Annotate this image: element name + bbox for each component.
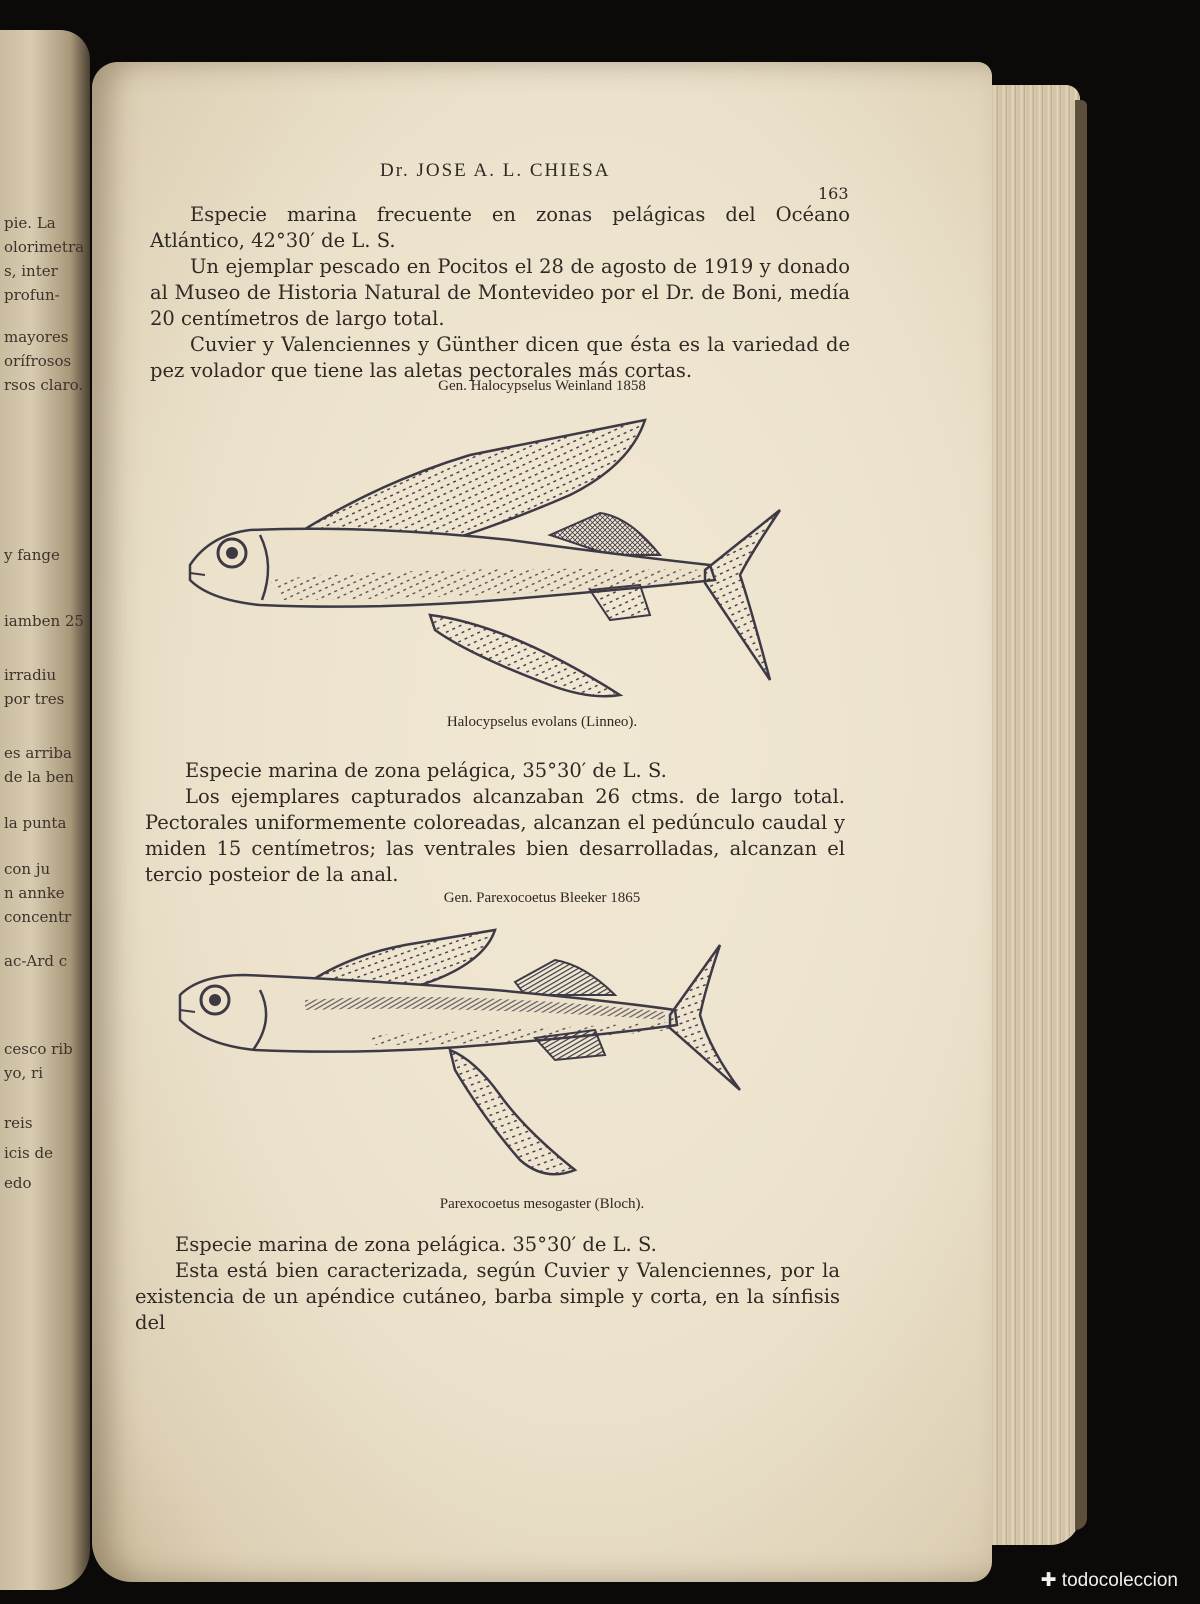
paragraph-text: Especie marina de zona pelágica. 35°30′ de L. S. [175, 1233, 657, 1256]
left-page-fragment: profun- [4, 286, 60, 304]
fish-pupil [209, 994, 221, 1006]
anal-fin [590, 585, 650, 620]
left-page-fragment: la punta [4, 814, 67, 832]
fish-pupil [226, 547, 238, 559]
left-page-fragment: y fange [4, 546, 60, 564]
text-block-2 [145, 758, 845, 888]
paragraph [150, 332, 850, 384]
left-page-fragment: olorimetra [4, 238, 84, 256]
left-page-fragment: concentr [4, 908, 72, 926]
left-page-fragment: de la ben [4, 768, 74, 786]
running-head: Dr. JOSE A. L. CHIESA [380, 160, 611, 181]
left-facing-page [0, 30, 90, 1590]
left-page-fragment: reis [4, 1114, 33, 1132]
left-page-fragment: cesco rib [4, 1040, 73, 1058]
paragraph [150, 254, 850, 332]
tail-fin [670, 945, 740, 1090]
figure-caption-parexocoetus: Parexocoetus mesogaster (Bloch). [439, 1196, 645, 1212]
left-page-fragment: rsos claro. [4, 376, 84, 394]
left-page-fragment: pie. La [4, 214, 56, 232]
watermark-todocoleccion: ✚ todocoleccion [1040, 1570, 1178, 1591]
text-block-1 [150, 202, 850, 384]
paragraph-text: Especie marina frecuente en zonas pelágicas del Océano Atlántico, 42°30′ de L. S. [150, 203, 850, 252]
text-block-3 [135, 1232, 840, 1336]
left-page-fragment: mayores [4, 328, 69, 346]
paragraph [145, 758, 845, 784]
left-page-fragment: n annke [4, 884, 65, 902]
halocypselus-evolans-illustration [170, 405, 810, 715]
left-page-fragment: yo, ri [4, 1064, 44, 1082]
genus-heading-halocypselus: Gen. Halocypselus Weinland 1858 [438, 378, 646, 394]
left-page-fragment: irradiu [4, 666, 57, 684]
paragraph-text: Los ejemplares capturados alcanzaban 26 ctms. de largo total. Pectorales uniformemente coloreadas, alcanzan el pedúnculo caudal y miden 15 centímetros; las ventrales bien desarrolladas, alcanzan el tercio posteior de la anal. [145, 785, 845, 886]
left-page-fragment: es arriba [4, 744, 72, 762]
page-number: 163 [818, 184, 849, 203]
ventral-fin [450, 1050, 575, 1174]
genus-heading-parexocoetus: Gen. Parexocoetus Bleeker 1865 [443, 890, 641, 906]
page-edges-shadow [1075, 100, 1087, 1530]
parexocoetus-mesogaster-illustration [165, 920, 765, 1185]
left-page-fragment: s, inter [4, 262, 58, 280]
left-page-fragment: edo [4, 1174, 32, 1192]
left-page-fragment: icis de [4, 1144, 53, 1162]
paragraph-text: Cuvier y Valenciennes y Günther dicen que ésta es la variedad de pez volador que tiene las aletas pectorales más cortas. [150, 333, 850, 382]
left-page-fragment: con ju [4, 860, 51, 878]
paragraph [135, 1232, 840, 1258]
left-page-fragment: ac-Ard c [4, 952, 68, 970]
paragraph [135, 1258, 840, 1336]
figure-caption-halocypselus: Halocypselus evolans (Linneo). [446, 714, 638, 730]
paragraph [150, 202, 850, 254]
tail-fin [705, 510, 780, 680]
paragraph [145, 784, 845, 888]
left-page-fragment: iamben 25 [4, 612, 84, 630]
paragraph-text: Esta está bien caracterizada, según Cuvier y Valenciennes, por la existencia de un apéndice cutáneo, barba simple y corta, en la sínfisis del [135, 1259, 840, 1334]
ventral-fin [430, 615, 620, 696]
left-page-fragment: por tres [4, 690, 65, 708]
left-page-fragment: orífrosos [4, 352, 72, 370]
paragraph-text: Un ejemplar pescado en Pocitos el 28 de agosto de 1919 y donado al Museo de Historia Natural de Montevideo por el Dr. de Boni, medía 20 centímetros de largo total. [150, 255, 850, 330]
dorsal-fin [515, 960, 615, 995]
page-edges [980, 85, 1080, 1545]
paragraph-text: Especie marina de zona pelágica, 35°30′ de L. S. [185, 759, 667, 782]
